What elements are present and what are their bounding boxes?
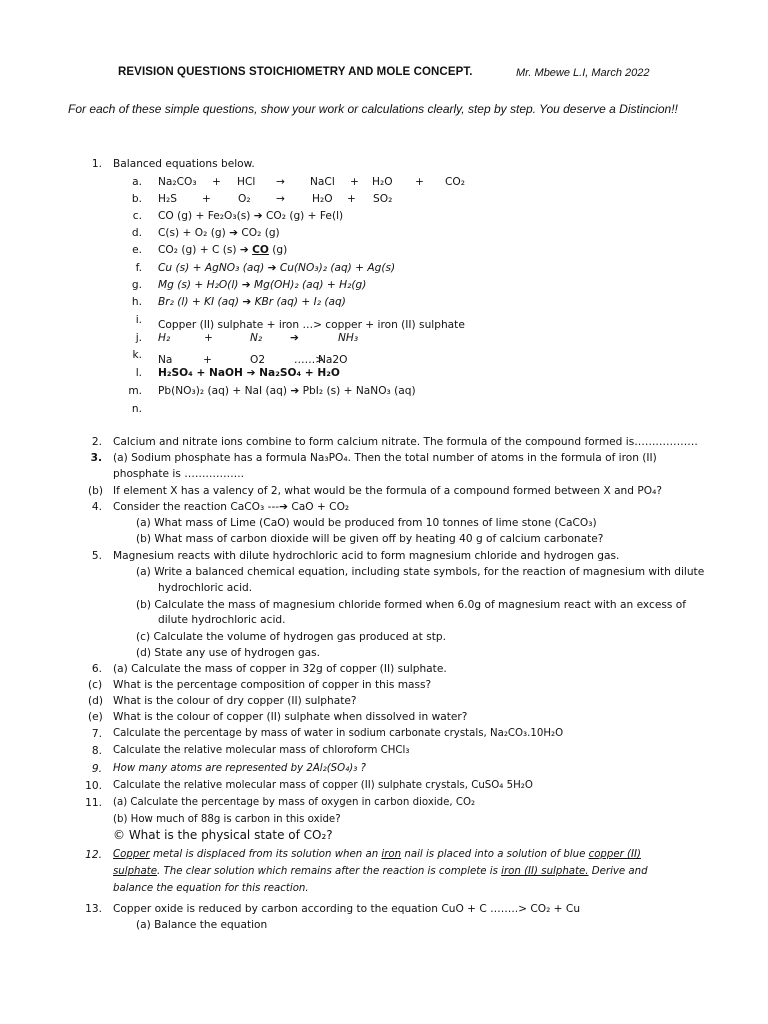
q5-c: (c) Calculate the volume of hydrogen gas produced at stp.: [136, 631, 446, 643]
eq-m: Pb(NO₃)₂ (aq) + NaI (aq) ➔ PbI₂ (s) + NaNO₃ (aq): [158, 385, 416, 397]
q11-c: © What is the physical state of CO₂?: [113, 828, 333, 842]
q6-c-text: What is the percentage composition of copper in this mass?: [113, 679, 432, 691]
q6-c-label: (c): [88, 679, 103, 691]
eq-a-term: +: [415, 176, 424, 188]
q2-number: 2.: [91, 436, 102, 448]
q6-d-text: What is the colour of dry copper (II) sulphate?: [113, 695, 357, 707]
q11-number: 11.: [85, 797, 102, 809]
eq-a-term: NaCl: [310, 176, 335, 188]
eq-b-term: +: [347, 193, 356, 205]
q6-e-label: (e): [88, 711, 103, 723]
q12-word-iron-sulphate: iron (II) sulphate.: [501, 866, 589, 877]
q13-a: (a) Balance the equation: [136, 919, 268, 931]
eq-a-term: +: [350, 176, 359, 188]
q4-text: Consider the reaction CaCO₃ ---➔ CaO + CO₂: [113, 501, 350, 513]
q12-word-copper-ii: copper (II): [588, 849, 642, 860]
instructions: For each of these simple questions, show your work or calculations clearly, step by step. You deserve a Distincion!!: [68, 102, 678, 116]
q9-text: How many atoms are represented by 2Al₂(SO₄)₃ ?: [113, 763, 366, 774]
document-title: REVISION QUESTIONS STOICHIOMETRY AND MOLE CONCEPT.: [118, 66, 473, 78]
q6-text: (a) Calculate the mass of copper in 32g of copper (II) sulphate.: [113, 663, 447, 675]
eq-b-term: H₂S: [158, 193, 177, 205]
eq-d: C(s) + O₂ (g) ➔ CO₂ (g): [158, 227, 280, 239]
q8-text: Calculate the relative molecular mass of chloroform CHCl₃: [113, 745, 410, 756]
q12-text-part: metal is displaced from its solution when an: [149, 849, 382, 860]
q5-a-line2: hydrochloric acid.: [158, 582, 253, 594]
q1-letter-b: b.: [131, 193, 142, 205]
q12-text-part: . The clear solution which remains after the reaction is complete is: [157, 866, 502, 877]
q1-letter-f: f.: [135, 262, 142, 274]
q1-letter-n: n.: [131, 403, 142, 415]
q12-word-copper: Copper: [113, 849, 150, 860]
q5-number: 5.: [91, 550, 102, 562]
eq-j-arrow: ➔: [290, 332, 299, 344]
q5-b-line2: dilute hydrochloric acid.: [158, 614, 286, 626]
q3-number: 3.: [90, 452, 102, 464]
q7-number: 7.: [91, 728, 102, 740]
q5-a-line1: (a) Write a balanced chemical equation, including state symbols, for the reaction of magnesium with dilute: [136, 566, 705, 578]
eq-k-term: Na: [158, 354, 173, 366]
eq-c: CO (g) + Fe₂O₃(s) ➔ CO₂ (g) + Fe(l): [158, 210, 344, 222]
eq-k-term: O2: [250, 354, 266, 366]
eq-e-co: CO: [252, 244, 269, 256]
q1-letter-e: e.: [132, 244, 142, 256]
q1-letter-h: h.: [131, 296, 142, 308]
q1-letter-k: k.: [132, 349, 142, 361]
eq-j-term: +: [204, 332, 213, 344]
q12-text-part: nail is placed into a solution of blue: [401, 849, 589, 860]
q1-text: Balanced equations below.: [113, 158, 255, 170]
q1-letter-m: m.: [128, 385, 142, 397]
q2-text: Calcium and nitrate ions combine to form calcium nitrate. The formula of the compound formed is………………: [113, 436, 698, 448]
eq-a-term: CO₂: [445, 176, 465, 188]
q11-text: (a) Calculate the percentage by mass of oxygen in carbon dioxide, CO₂: [113, 797, 476, 808]
q4-b: (b) What mass of carbon dioxide will be given off by heating 40 g of calcium carbonate?: [136, 533, 604, 545]
q12-word-sulphate: sulphate: [113, 866, 158, 877]
eq-e-state: (g): [268, 244, 288, 256]
eq-a-term: +: [212, 176, 221, 188]
document-author: Mr. Mbewe L.I, March 2022: [516, 67, 650, 79]
q1-letter-l: l.: [135, 367, 142, 379]
q5-text: Magnesium reacts with dilute hydrochloric acid to form magnesium chloride and hydrogen gas.: [113, 550, 620, 562]
q1-letter-a: a.: [132, 176, 142, 188]
eq-k-arrow: ……>: [294, 354, 325, 366]
eq-k-term: +: [203, 354, 212, 366]
q12-text-part: Derive and: [588, 866, 648, 877]
q1-number: 1.: [91, 158, 102, 170]
eq-a-arrow: →: [276, 176, 285, 188]
q12-number: 12.: [85, 849, 102, 861]
q1-letter-c: c.: [132, 210, 142, 222]
eq-a-term: Na₂CO₃: [158, 176, 197, 188]
q10-number: 10.: [85, 780, 102, 792]
eq-b-term: H₂O: [312, 193, 333, 205]
eq-b-term: +: [202, 193, 211, 205]
eq-j-term: NH₃: [338, 332, 359, 344]
q3-b-label: (b): [88, 485, 103, 497]
q6-d-label: (d): [88, 695, 103, 707]
q12-word-iron: iron: [381, 849, 402, 860]
q12-line1: [113, 848, 641, 862]
q4-number: 4.: [91, 501, 102, 513]
q4-a: (a) What mass of Lime (CaO) would be produced from 10 tonnes of lime stone (CaCO₃): [136, 517, 597, 529]
eq-f: Cu (s) + AgNO₃ (aq) ➔ Cu(NO₃)₂ (aq) + Ag(s): [158, 262, 396, 274]
q1-letter-i: i.: [135, 314, 142, 326]
q3-line1: (a) Sodium phosphate has a formula Na₃PO₄. Then the total number of atoms in the formula of iron (II): [113, 452, 657, 464]
q9-number: 9.: [91, 763, 102, 775]
q1-letter-g: g.: [131, 279, 142, 291]
q13-text: Copper oxide is reduced by carbon according to the equation CuO + C ……..> CO₂ + Cu: [113, 903, 581, 915]
eq-a-term: HCl: [237, 176, 256, 188]
q8-number: 8.: [91, 745, 102, 757]
eq-e-left: CO₂ (g) + C (s) ➔: [158, 244, 253, 256]
eq-b-term: O₂: [238, 193, 251, 205]
q5-d: (d) State any use of hydrogen gas.: [136, 647, 321, 659]
q12-line3: balance the equation for this reaction.: [113, 883, 309, 894]
q12-line2: [113, 865, 648, 879]
eq-g: Mg (s) + H₂O(l) ➔ Mg(OH)₂ (aq) + H₂(g): [158, 279, 367, 291]
q3-line2: phosphate is ……………..: [113, 468, 244, 480]
q11-b: (b) How much of 88g is carbon in this oxide?: [113, 814, 341, 825]
q7-text: Calculate the percentage by mass of water in sodium carbonate crystals, Na₂CO₃.10H₂O: [113, 728, 564, 739]
eq-k-term: Na2O: [318, 354, 348, 366]
q6-number: 6.: [91, 663, 102, 675]
eq-e: [158, 243, 287, 257]
eq-j-term: H₂: [158, 332, 171, 344]
q5-b-line1: (b) Calculate the mass of magnesium chloride formed when 6.0g of magnesium react with an excess of: [136, 599, 686, 611]
eq-b-arrow: →: [276, 193, 285, 205]
eq-h: Br₂ (l) + KI (aq) ➔ KBr (aq) + I₂ (aq): [158, 296, 346, 308]
q6-e-text: What is the colour of copper (II) sulphate when dissolved in water?: [113, 711, 468, 723]
q13-number: 13.: [85, 903, 102, 915]
eq-b-term: SO₂: [373, 193, 393, 205]
q10-text: Calculate the relative molecular mass of copper (II) sulphate crystals, CuSO₄ 5H₂O: [113, 780, 533, 791]
q3-b-text: If element X has a valency of 2, what would be the formula of a compound formed between X and PO₄?: [113, 485, 662, 497]
eq-l: H₂SO₄ + NaOH ➔ Na₂SO₄ + H₂O: [158, 367, 340, 379]
q1-letter-d: d.: [131, 227, 142, 239]
eq-a-term: H₂O: [372, 176, 393, 188]
q1-letter-j: j.: [135, 332, 142, 344]
eq-i: Copper (II) sulphate + iron …> copper + iron (II) sulphate: [158, 319, 465, 331]
eq-j-term: N₂: [250, 332, 263, 344]
